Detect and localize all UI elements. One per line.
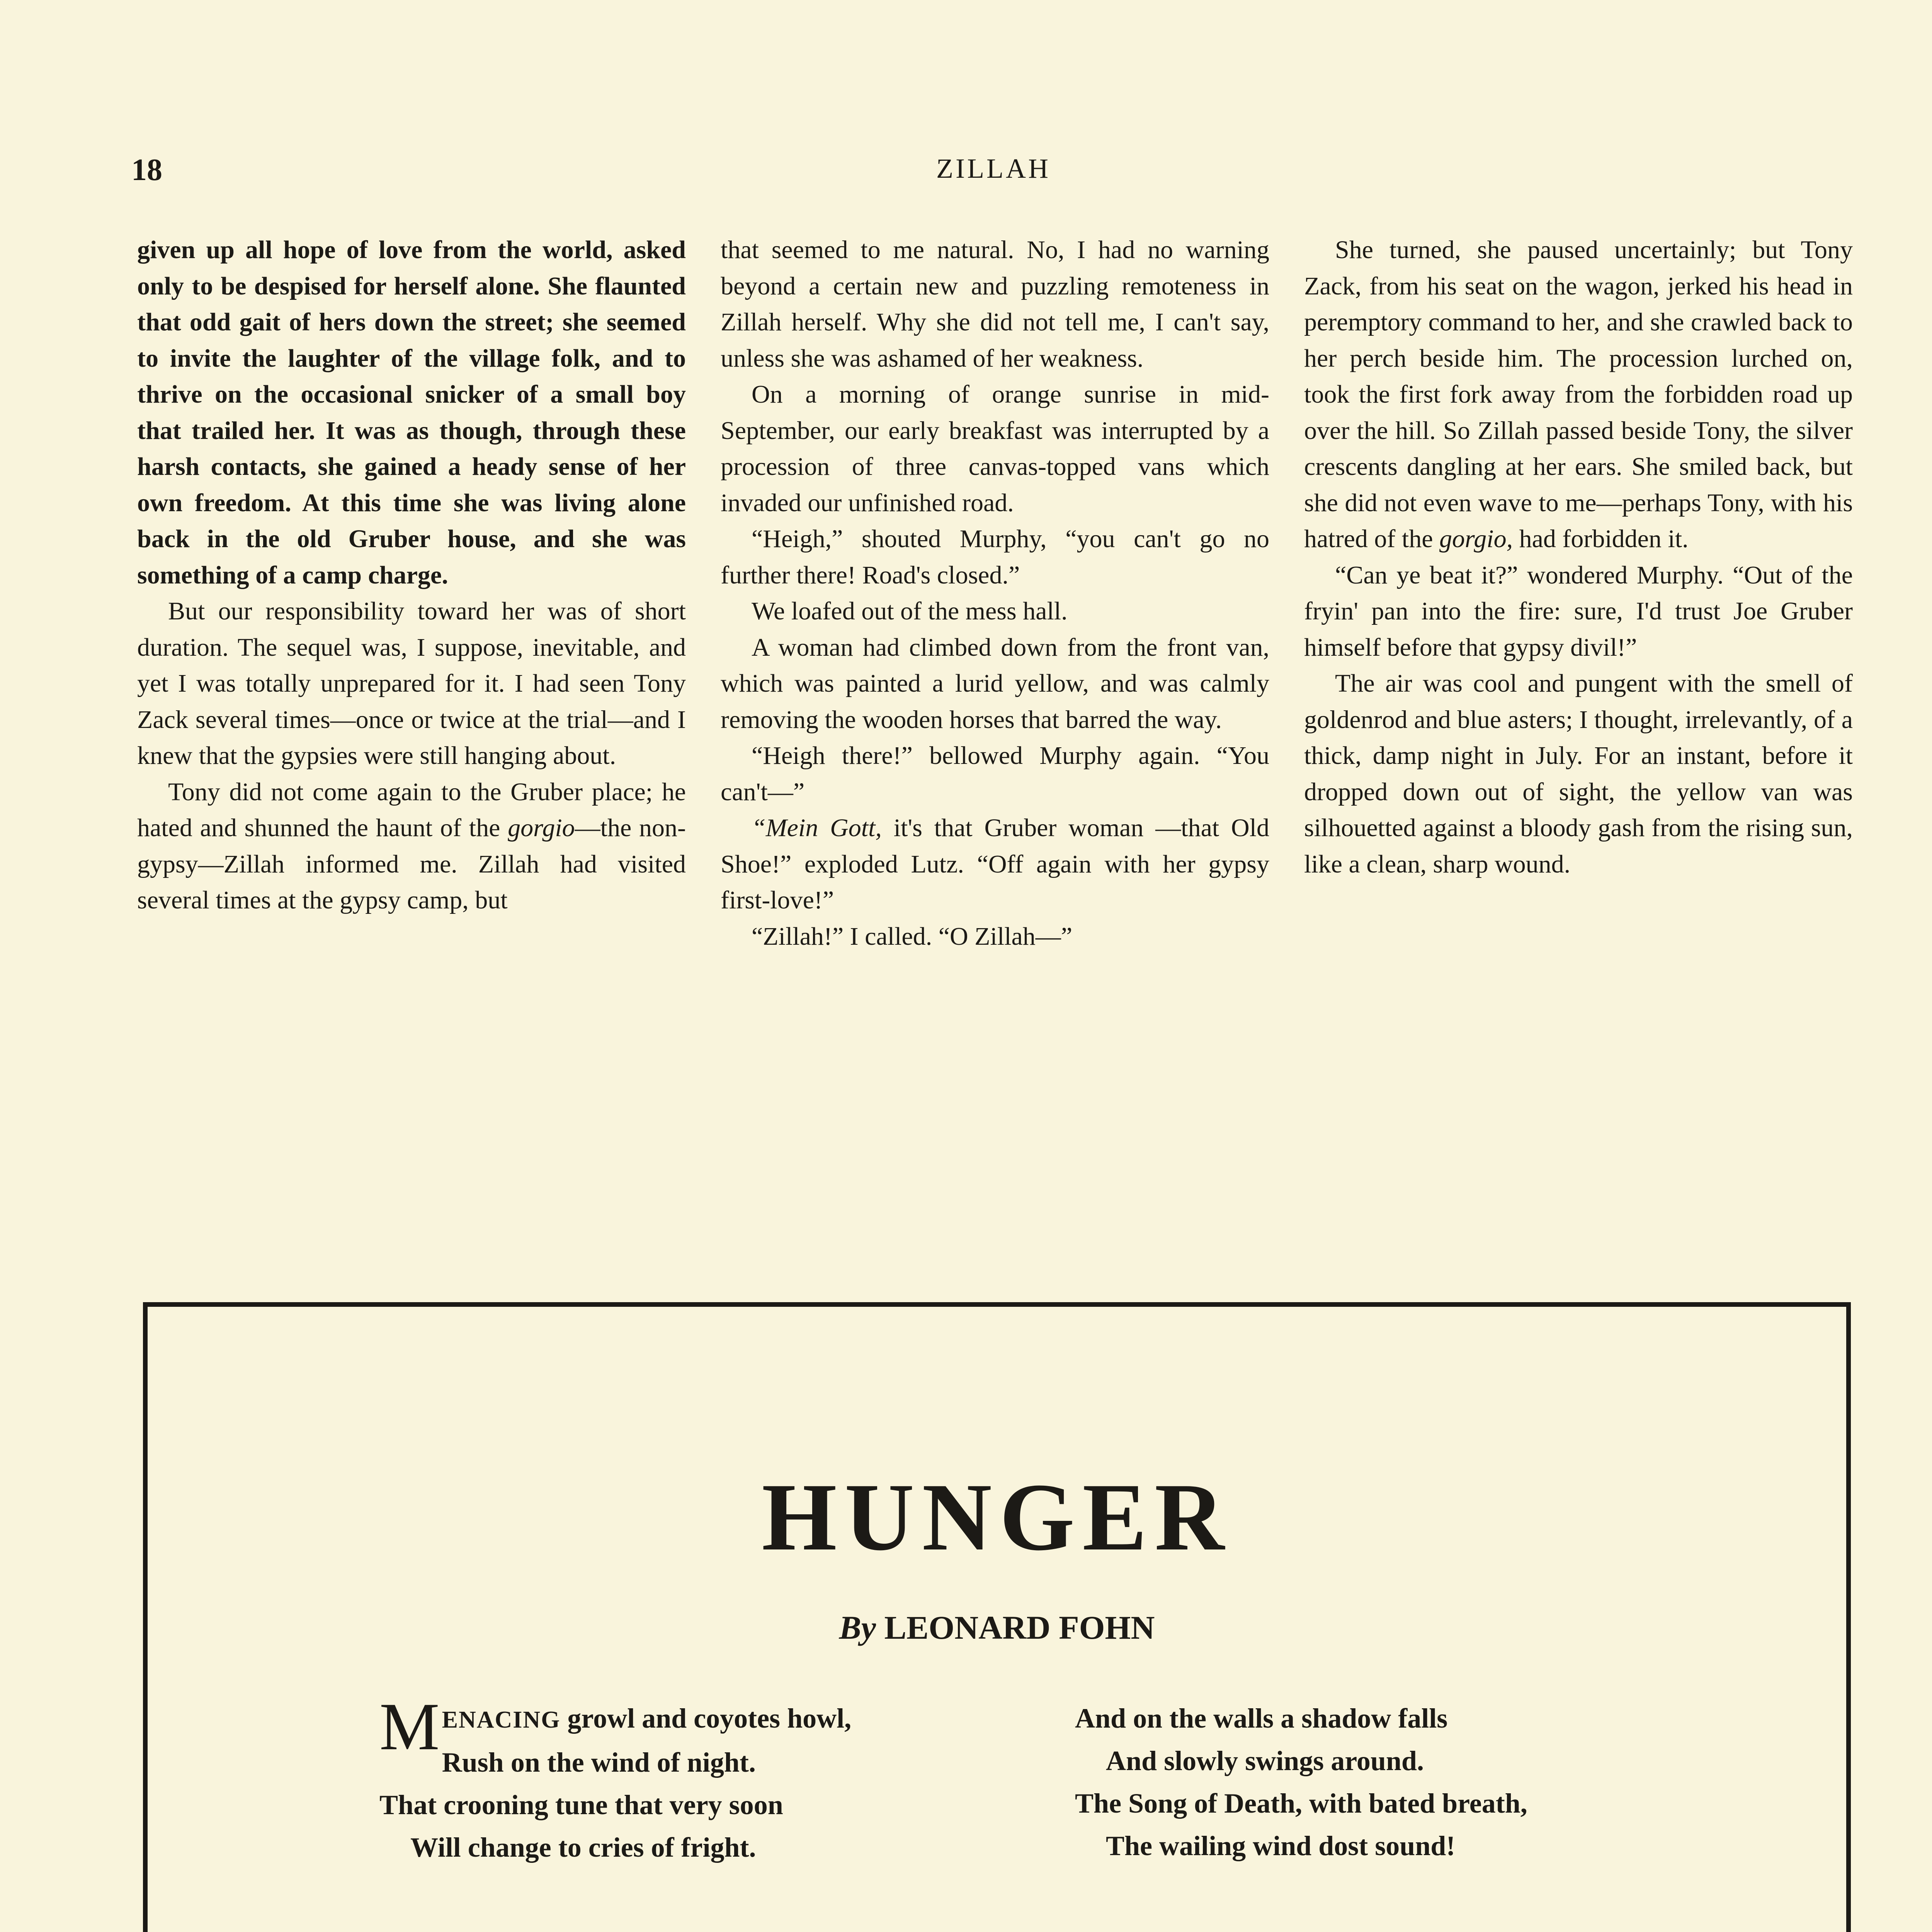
poem-line [379, 1697, 998, 1741]
paragraph: “Can ye beat it?” wondered Murphy. “Out of the fryin' pan into the fire: sure, I'd trust Joe Gruber himself before that gypsy divil!” [1304, 561, 1853, 662]
page-number: 18 [131, 153, 162, 187]
byline-by: By [839, 1609, 876, 1646]
small-caps: ENACING [442, 1707, 561, 1733]
paragraph: But our responsibility toward her was of short duration. The sequel was, I suppose, inevitable, and yet I was totally unprepared for it. I had seen Tony Zack several times—once or twice at the trial—and I knew that the gypsies were still hanging about. [137, 597, 686, 770]
stanza-1 [379, 1689, 998, 1869]
drop-cap: M [379, 1689, 440, 1764]
paragraph: “Heigh,” shouted Murphy, “you can't go no further there! Road's closed.” [721, 525, 1269, 589]
italic-term: gorgio [508, 814, 575, 842]
text-run: it's that Gruber woman —that Old Shoe!” exploded Lutz. “Off again with her gypsy first-love!” [721, 814, 1269, 914]
text-run: had forbidden it. [1513, 525, 1689, 553]
story-column-1 [137, 232, 686, 1113]
poem-title: HUNGER [762, 1464, 1232, 1571]
poem-line: Rush on the wind of night. [442, 1747, 756, 1778]
poem-line: That crooning tune that very soon [379, 1789, 783, 1820]
running-head: ZILLAH [936, 153, 1051, 184]
paragraph: A woman had climbed down from the front van, which was painted a lurid yellow, and was calmly removing the wooden horses that barred the way. [721, 633, 1269, 734]
poem-author: LEONARD FOHN [884, 1609, 1155, 1646]
paragraph [721, 810, 1269, 918]
text-run: growl and coyotes howl, [560, 1703, 852, 1734]
poem-line: The Song of Death, with bated breath, [1075, 1788, 1527, 1819]
poem-line: And on the walls a shadow falls [1075, 1703, 1448, 1734]
poem-line: And slowly swings around. [1106, 1745, 1424, 1776]
paragraph: that seemed to me natural. No, I had no warning beyond a certain new and puzzling remoteness in Zillah herself. Why she did not tell me, I can't say, unless she was ashamed of her weakness. [721, 236, 1269, 372]
story-columns [137, 232, 1853, 1113]
stanza-2 [1075, 1697, 1693, 1867]
paragraph [137, 774, 686, 918]
poem-line: Will change to cries of fright. [410, 1832, 756, 1863]
text-run: She turned, she paused uncertainly; but Tony Zack, from his seat on the wagon, jerked his head in peremptory command to her, and she crawled back to her perch beside him. The procession lurched on, took the first fork away from the forbidden road up over the hill. So Zillah passed beside Tony, the silver crescents dangling at her ears. She smiled back, but she did not even wave to me—perhaps Tony, with his hatred of the [1304, 236, 1853, 553]
text-run: Tony did not come again to the Gruber place; he hated and shunned the haunt of the [137, 777, 686, 842]
poem-stanzas [379, 1689, 1655, 1932]
paragraph: “Zillah!” I called. “O Zillah—” [752, 922, 1073, 951]
poem-box [143, 1302, 1851, 1932]
story-column-3 [1304, 232, 1853, 1113]
paragraph: We loafed out of the mess hall. [752, 597, 1068, 625]
paragraph: “Heigh there!” bellowed Murphy again. “You can't—” [721, 742, 1269, 806]
italic-term: “Mein Gott, [752, 814, 882, 842]
story-column-2 [721, 232, 1269, 1113]
paragraph: On a morning of orange sunrise in mid-September, our early breakfast was interrupted by a procession of three canvas-topped vans which invaded our unfinished road. [721, 380, 1269, 517]
poem-byline [148, 1608, 1846, 1647]
paragraph [1304, 232, 1853, 557]
paragraph: given up all hope of love from the world, asked only to be despised for herself alone. She flaunted that odd gait of hers down the street; she seemed to invite the laughter of the village folk, and to thrive on the occasional snicker of a small boy that trailed her. It was as though, through these harsh contacts, she gained a heady sense of her own freedom. At this time she was living alone back in the old Gruber house, and she was something of a camp charge. [137, 236, 686, 589]
poem-line: The wailing wind dost sound! [1106, 1830, 1456, 1861]
paragraph: The air was cool and pungent with the smell of goldenrod and blue asters; I thought, irrelevantly, of a thick, damp night in July. For an instant, before it dropped down out of sight, the yellow van was silhouetted against a bloody gash from the rising sun, like a clean, sharp wound. [1304, 669, 1853, 878]
text-run: —the non-gypsy—Zillah informed me. Zillah had visited several times at the gypsy camp, but [137, 814, 686, 914]
italic-term: gorgio, [1439, 525, 1513, 553]
